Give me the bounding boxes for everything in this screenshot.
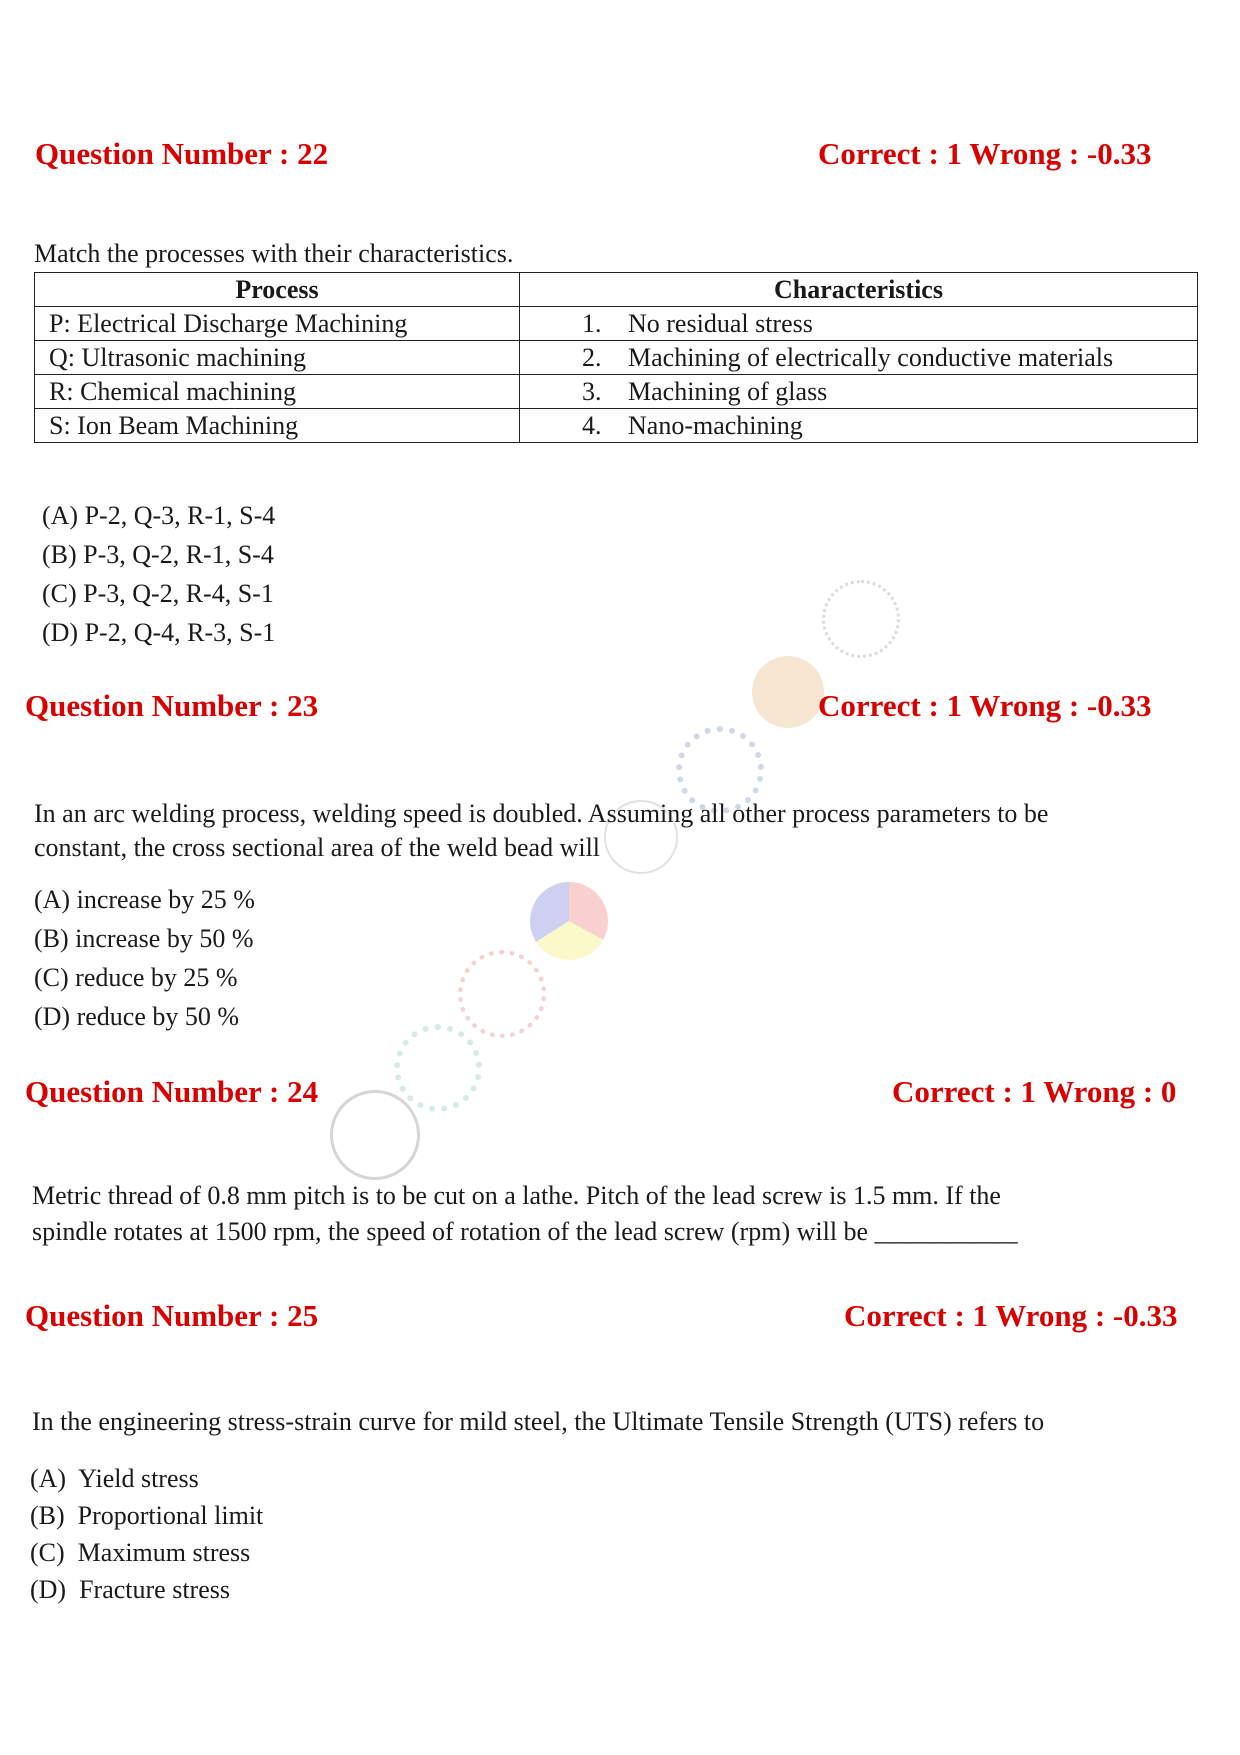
item-text: Machining of electrically conductive materials — [628, 342, 1114, 372]
question-23-prompt-line1: In an arc welding process, welding speed is doubled. Assuming all other process parameters to be — [34, 799, 1049, 828]
question-23-prompt-line2: constant, the cross sectional area of the weld bead will — [34, 833, 601, 862]
characteristic-cell — [520, 307, 1198, 341]
watermark-logo — [752, 656, 824, 728]
option-c[interactable]: (C) Maximum stress — [30, 1538, 251, 1567]
item-text: No residual stress — [628, 308, 813, 338]
table-header-process: Process — [35, 273, 520, 307]
table-header-characteristics: Characteristics — [520, 273, 1198, 307]
characteristic-cell — [520, 409, 1198, 443]
question-25-options — [30, 1460, 263, 1608]
option-d[interactable]: (D) Fracture stress — [30, 1575, 230, 1604]
option-a[interactable]: (A) P-2, Q-3, R-1, S-4 — [42, 501, 276, 530]
item-text: Nano-machining — [628, 410, 803, 440]
question-24-prompt-line1: Metric thread of 0.8 mm pitch is to be cut on a lathe. Pitch of the lead screw is 1.5 mm. If the — [32, 1181, 1001, 1210]
question-22-header: Question Number : 22 — [35, 136, 329, 171]
option-b[interactable]: (B) P-3, Q-2, R-1, S-4 — [42, 540, 274, 569]
question-25-header: Question Number : 25 — [25, 1298, 319, 1333]
option-c[interactable]: (C) P-3, Q-2, R-4, S-1 — [42, 579, 274, 608]
watermark-logo — [330, 1090, 420, 1180]
item-number: 1. — [582, 308, 602, 338]
process-cell: P: Electrical Discharge Machining — [35, 307, 520, 341]
table-row — [35, 307, 1198, 341]
question-24-marks: Correct : 1 Wrong : 0 — [892, 1074, 1177, 1109]
watermark-logo — [822, 580, 900, 658]
characteristic-cell — [520, 375, 1198, 409]
question-22-options — [42, 496, 275, 652]
item-number: 4. — [582, 410, 602, 440]
item-number: 2. — [582, 342, 602, 372]
table-row — [35, 375, 1198, 409]
question-22-prompt: Match the processes with their characteristics. — [34, 239, 514, 268]
table-row — [35, 409, 1198, 443]
watermark-logo — [530, 882, 608, 960]
option-a[interactable]: (A) increase by 25 % — [34, 885, 255, 914]
option-c[interactable]: (C) reduce by 25 % — [34, 963, 238, 992]
question-25-marks: Correct : 1 Wrong : -0.33 — [844, 1298, 1178, 1333]
question-25-prompt: In the engineering stress-strain curve for mild steel, the Ultimate Tensile Strength (UTS) refers to — [32, 1407, 1045, 1436]
item-number: 3. — [582, 376, 602, 406]
match-table — [34, 272, 1198, 443]
table-row — [35, 341, 1198, 375]
question-24-prompt-line2: spindle rotates at 1500 rpm, the speed of rotation of the lead screw (rpm) will be ___________ — [32, 1217, 1018, 1246]
process-cell: R: Chemical machining — [35, 375, 520, 409]
question-22-marks: Correct : 1 Wrong : -0.33 — [818, 136, 1152, 171]
question-23-header: Question Number : 23 — [25, 688, 319, 723]
option-d[interactable]: (D) reduce by 50 % — [34, 1002, 240, 1031]
watermark-logo — [394, 1024, 482, 1112]
characteristic-cell — [520, 341, 1198, 375]
process-cell: Q: Ultrasonic machining — [35, 341, 520, 375]
option-b[interactable]: (B) Proportional limit — [30, 1501, 264, 1530]
watermark-logo — [458, 950, 546, 1038]
option-a[interactable]: (A) Yield stress — [30, 1464, 199, 1493]
item-text: Machining of glass — [628, 376, 828, 406]
question-24-header: Question Number : 24 — [25, 1074, 319, 1109]
question-23-options — [34, 880, 255, 1036]
option-d[interactable]: (D) P-2, Q-4, R-3, S-1 — [42, 618, 276, 647]
process-cell: S: Ion Beam Machining — [35, 409, 520, 443]
option-b[interactable]: (B) increase by 50 % — [34, 924, 254, 953]
question-23-marks: Correct : 1 Wrong : -0.33 — [818, 688, 1152, 723]
